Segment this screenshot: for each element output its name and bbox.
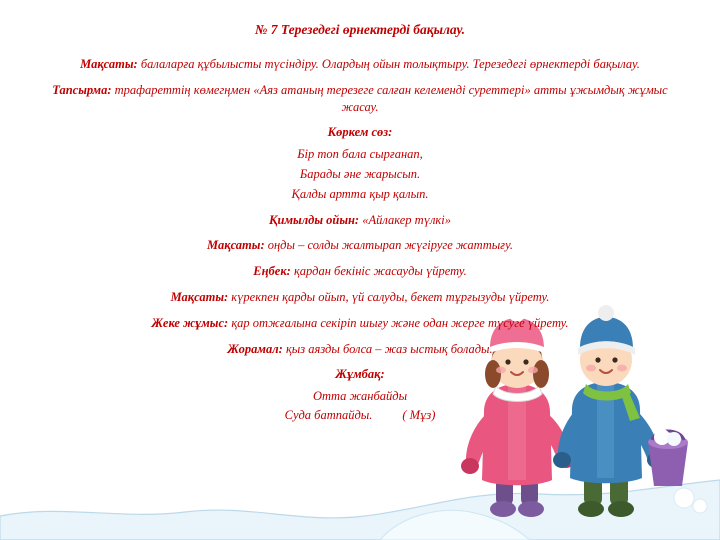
paragraph-text: қар отжғалына секіріп шығу және одан жерге түсуге үйрету. (228, 316, 569, 331)
paragraph-lead: Мақсаты: (80, 57, 138, 72)
paragraph-maqsaty-2 (40, 237, 680, 254)
snowball (674, 488, 694, 508)
paragraph-maqsaty-1 (40, 56, 680, 73)
paragraph-lead: Еңбек: (253, 264, 291, 279)
paragraph-text: қыз аязды болса – жаз ыстық болады. (282, 341, 493, 356)
heading-zhumbaq: Жұмбақ: (335, 366, 385, 381)
riddle-line-1 (0, 388, 720, 404)
paragraph-tapsyrma (40, 82, 680, 116)
paragraph-text: қардан бекініс жасауды үйрету. (290, 264, 467, 279)
paragraph-lead: Мақсаты: (170, 290, 229, 305)
paragraph-lead: Қимылды ойын: (269, 212, 360, 227)
riddle-text: Отта жанбайды (312, 388, 408, 403)
paragraph-qimyldy-oiyn (40, 212, 680, 229)
verse-line-2: Барады әне жарысып. (299, 167, 421, 182)
paragraph-zheke-zhumys (40, 315, 680, 332)
paragraph-maqsaty-3 (40, 289, 680, 306)
page-title: № 7 Терезедегі өрнектерді бақылау. (255, 22, 465, 37)
riddle-answer: ( Мұз) (402, 408, 436, 423)
riddle-line-2 (0, 407, 720, 423)
paragraph-text: трафареттің көмегңмен «Аяз атаның терезеге салған келеменді суреттері» атты ұжымдық жұмыс жасау. (111, 83, 668, 114)
paragraph-enbek (40, 263, 680, 280)
heading-korkem-soz: Көркем сөз: (327, 124, 393, 139)
paragraph-lead: Жорамал: (227, 341, 283, 356)
paragraph-lead: Жеке жұмыс: (151, 316, 229, 331)
paragraph-text: оңды – солды жалтырап жүгіруге жаттығу. (264, 238, 513, 253)
snowball (693, 499, 707, 513)
snow-bucket (648, 429, 688, 486)
paragraph-lead: Тапсырма: (52, 83, 112, 98)
paragraph-text: балаларға құбылысты түсіндіру. Олардың ойын толықтыру. Терезедегі өрнектерді бақылау. (137, 57, 640, 72)
paragraph-text: «Айлакер түлкі» (359, 212, 451, 227)
riddle-text: Суда батпайды. (284, 408, 373, 423)
verse-line-3: Қалды артта қыр қалып. (291, 187, 429, 202)
paragraph-zhoramal (40, 341, 680, 358)
paragraph-lead: Мақсаты: (207, 238, 265, 253)
paragraph-text: күрекпен қарды ойып, үй салуды, бекет тұрғызуды үйрету. (228, 290, 550, 305)
verse-line-1: Бір топ бала сырғанап, (297, 146, 423, 161)
